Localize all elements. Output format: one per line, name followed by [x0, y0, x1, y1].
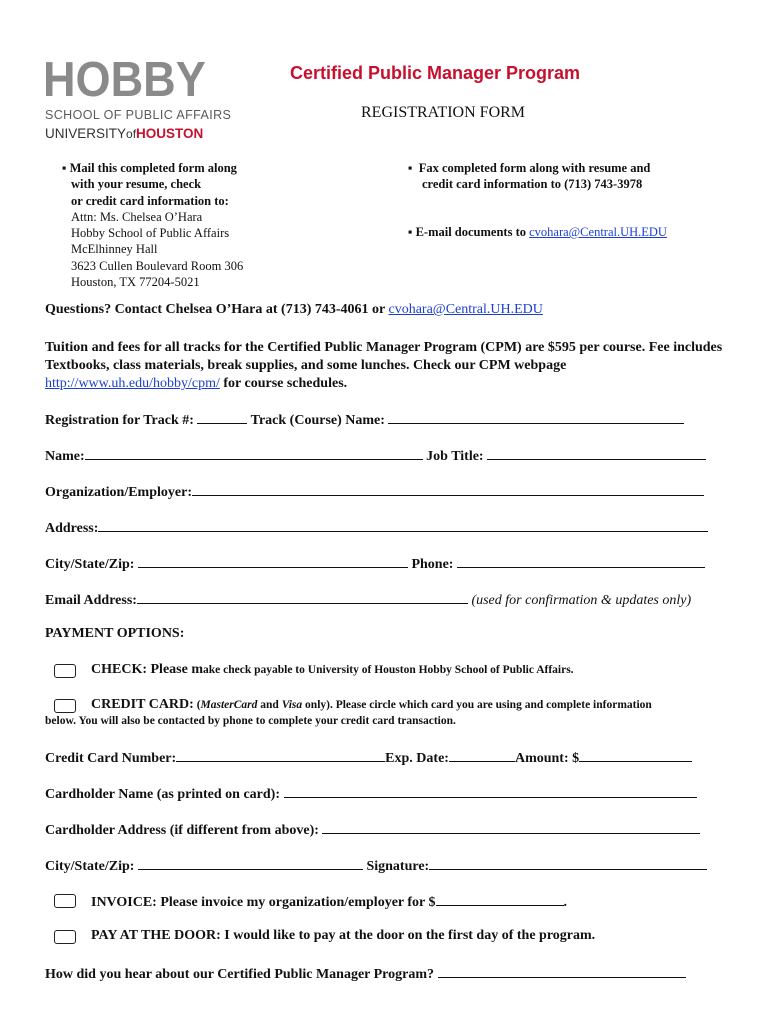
credit-card-checkbox[interactable]	[54, 699, 76, 713]
invoice-option: INVOICE: Please invoice my organization/employer for $ .	[91, 892, 567, 911]
credit-card-option: CREDIT CARD: (MasterCard and Visa only). Please circle which card you are using and complete information	[91, 697, 652, 712]
organization-field[interactable]	[192, 482, 704, 496]
invoice-amount-field[interactable]	[436, 892, 564, 906]
city-signature-row: City/State/Zip: Signature:	[45, 856, 707, 875]
logo-hobby: HOBBY	[43, 53, 206, 107]
logo-university	[45, 126, 203, 141]
mail-street: 3623 Cullen Boulevard Room 306	[71, 258, 244, 273]
exp-date-field[interactable]	[449, 748, 515, 762]
mail-line-2: with your resume, check	[71, 177, 202, 192]
city-row: City/State/Zip: Phone:	[45, 554, 705, 573]
course-name-field[interactable]	[388, 410, 684, 424]
mail-city: Houston, TX 77204-5021	[71, 275, 200, 290]
bullet-icon: ▪	[62, 161, 67, 175]
page-subtitle: REGISTRATION FORM	[361, 104, 526, 121]
cardholder-address-field[interactable]	[322, 820, 700, 834]
email-row: Email Address: (used for confirmation & updates only)	[45, 590, 691, 609]
cardholder-name-row: Cardholder Name (as printed on card):	[45, 784, 697, 803]
page-title: Certified Public Manager Program	[290, 63, 581, 83]
logo-school-name: SCHOOL OF PUBLIC AFFAIRS	[45, 108, 232, 122]
check-checkbox[interactable]	[54, 664, 76, 678]
card-number-field[interactable]	[176, 748, 385, 762]
payment-heading: PAYMENT OPTIONS:	[45, 626, 185, 641]
mail-line-1: ▪ Mail this completed form along	[62, 161, 237, 175]
logo-houston: HOUSTON	[136, 126, 204, 141]
fax-line-1: ▪ Fax completed form along with resume and	[408, 161, 651, 175]
name-row: Name: Job Title:	[45, 446, 706, 465]
email-docs-link[interactable]: cvohara@Central.UH.EDU	[529, 225, 667, 239]
track-number-field[interactable]	[197, 410, 247, 424]
cpm-webpage-link[interactable]: http://www.uh.edu/hobby/cpm/	[45, 376, 220, 391]
mail-org: Hobby School of Public Affairs	[71, 226, 230, 241]
phone-field[interactable]	[457, 554, 705, 568]
survey-row: How did you hear about our Certified Public Manager Program?	[45, 964, 686, 983]
mail-attn: Attn: Ms. Chelsea O’Hara	[71, 209, 203, 224]
address-field[interactable]	[98, 518, 708, 532]
signature-field[interactable]	[429, 856, 707, 870]
fax-instructions	[408, 160, 650, 193]
survey-field[interactable]	[438, 964, 686, 978]
org-row: Organization/Employer:	[45, 482, 704, 501]
bullet-icon: ▪	[408, 225, 413, 239]
name-field[interactable]	[85, 446, 423, 460]
city-state-zip-field[interactable]	[138, 554, 408, 568]
email-note: (used for confirmation & updates only)	[471, 593, 692, 608]
card-number-row: Credit Card Number: Exp. Date: Amount: $	[45, 748, 692, 767]
questions-contact: Questions? Contact Chelsea O’Hara at (713) 743-4061 or cvohara@Central.UH.EDU	[45, 302, 543, 317]
check-option: CHECK: Please make check payable to University of Houston Hobby School of Public Affairs.	[91, 662, 574, 677]
mail-instructions	[62, 160, 243, 290]
logo-of: of	[126, 127, 137, 141]
pay-at-door-option: PAY AT THE DOOR: I would like to pay at the door on the first day of the program.	[91, 928, 596, 943]
address-row: Address:	[45, 518, 708, 537]
amount-field[interactable]	[579, 748, 692, 762]
bullet-icon: ▪	[408, 161, 413, 175]
cardholder-name-field[interactable]	[284, 784, 697, 798]
pay-at-door-checkbox[interactable]	[54, 930, 76, 944]
email-instructions: ▪ E-mail documents to cvohara@Central.UH.EDU	[408, 225, 667, 239]
card-city-state-zip-field[interactable]	[138, 856, 363, 870]
questions-email-link[interactable]: cvohara@Central.UH.EDU	[388, 302, 543, 317]
credit-card-note: below. You will also be contacted by phone to complete your credit card transaction.	[45, 715, 456, 727]
email-field[interactable]	[137, 590, 468, 604]
fax-line-2: credit card information to (713) 743-3978	[422, 177, 643, 192]
job-title-field[interactable]	[487, 446, 706, 460]
mail-building: McElhinney Hall	[71, 242, 158, 257]
cardholder-address-row: Cardholder Address (if different from above):	[45, 820, 700, 839]
tuition-paragraph: Tuition and fees for all tracks for the Certified Public Manager Program (CPM) are $595 per course. Fee includes Textbooks, class materials, break supplies, and some lunches. Check our CPM webpage http://www.uh.edu/hobby/cpm/ for course schedules.	[45, 340, 723, 391]
invoice-checkbox[interactable]	[54, 894, 76, 908]
mail-line-3: or credit card information to:	[71, 193, 229, 208]
logo-university-word: UNIVERSITY	[45, 126, 127, 141]
track-row: Registration for Track #: Track (Course) Name:	[45, 410, 684, 429]
